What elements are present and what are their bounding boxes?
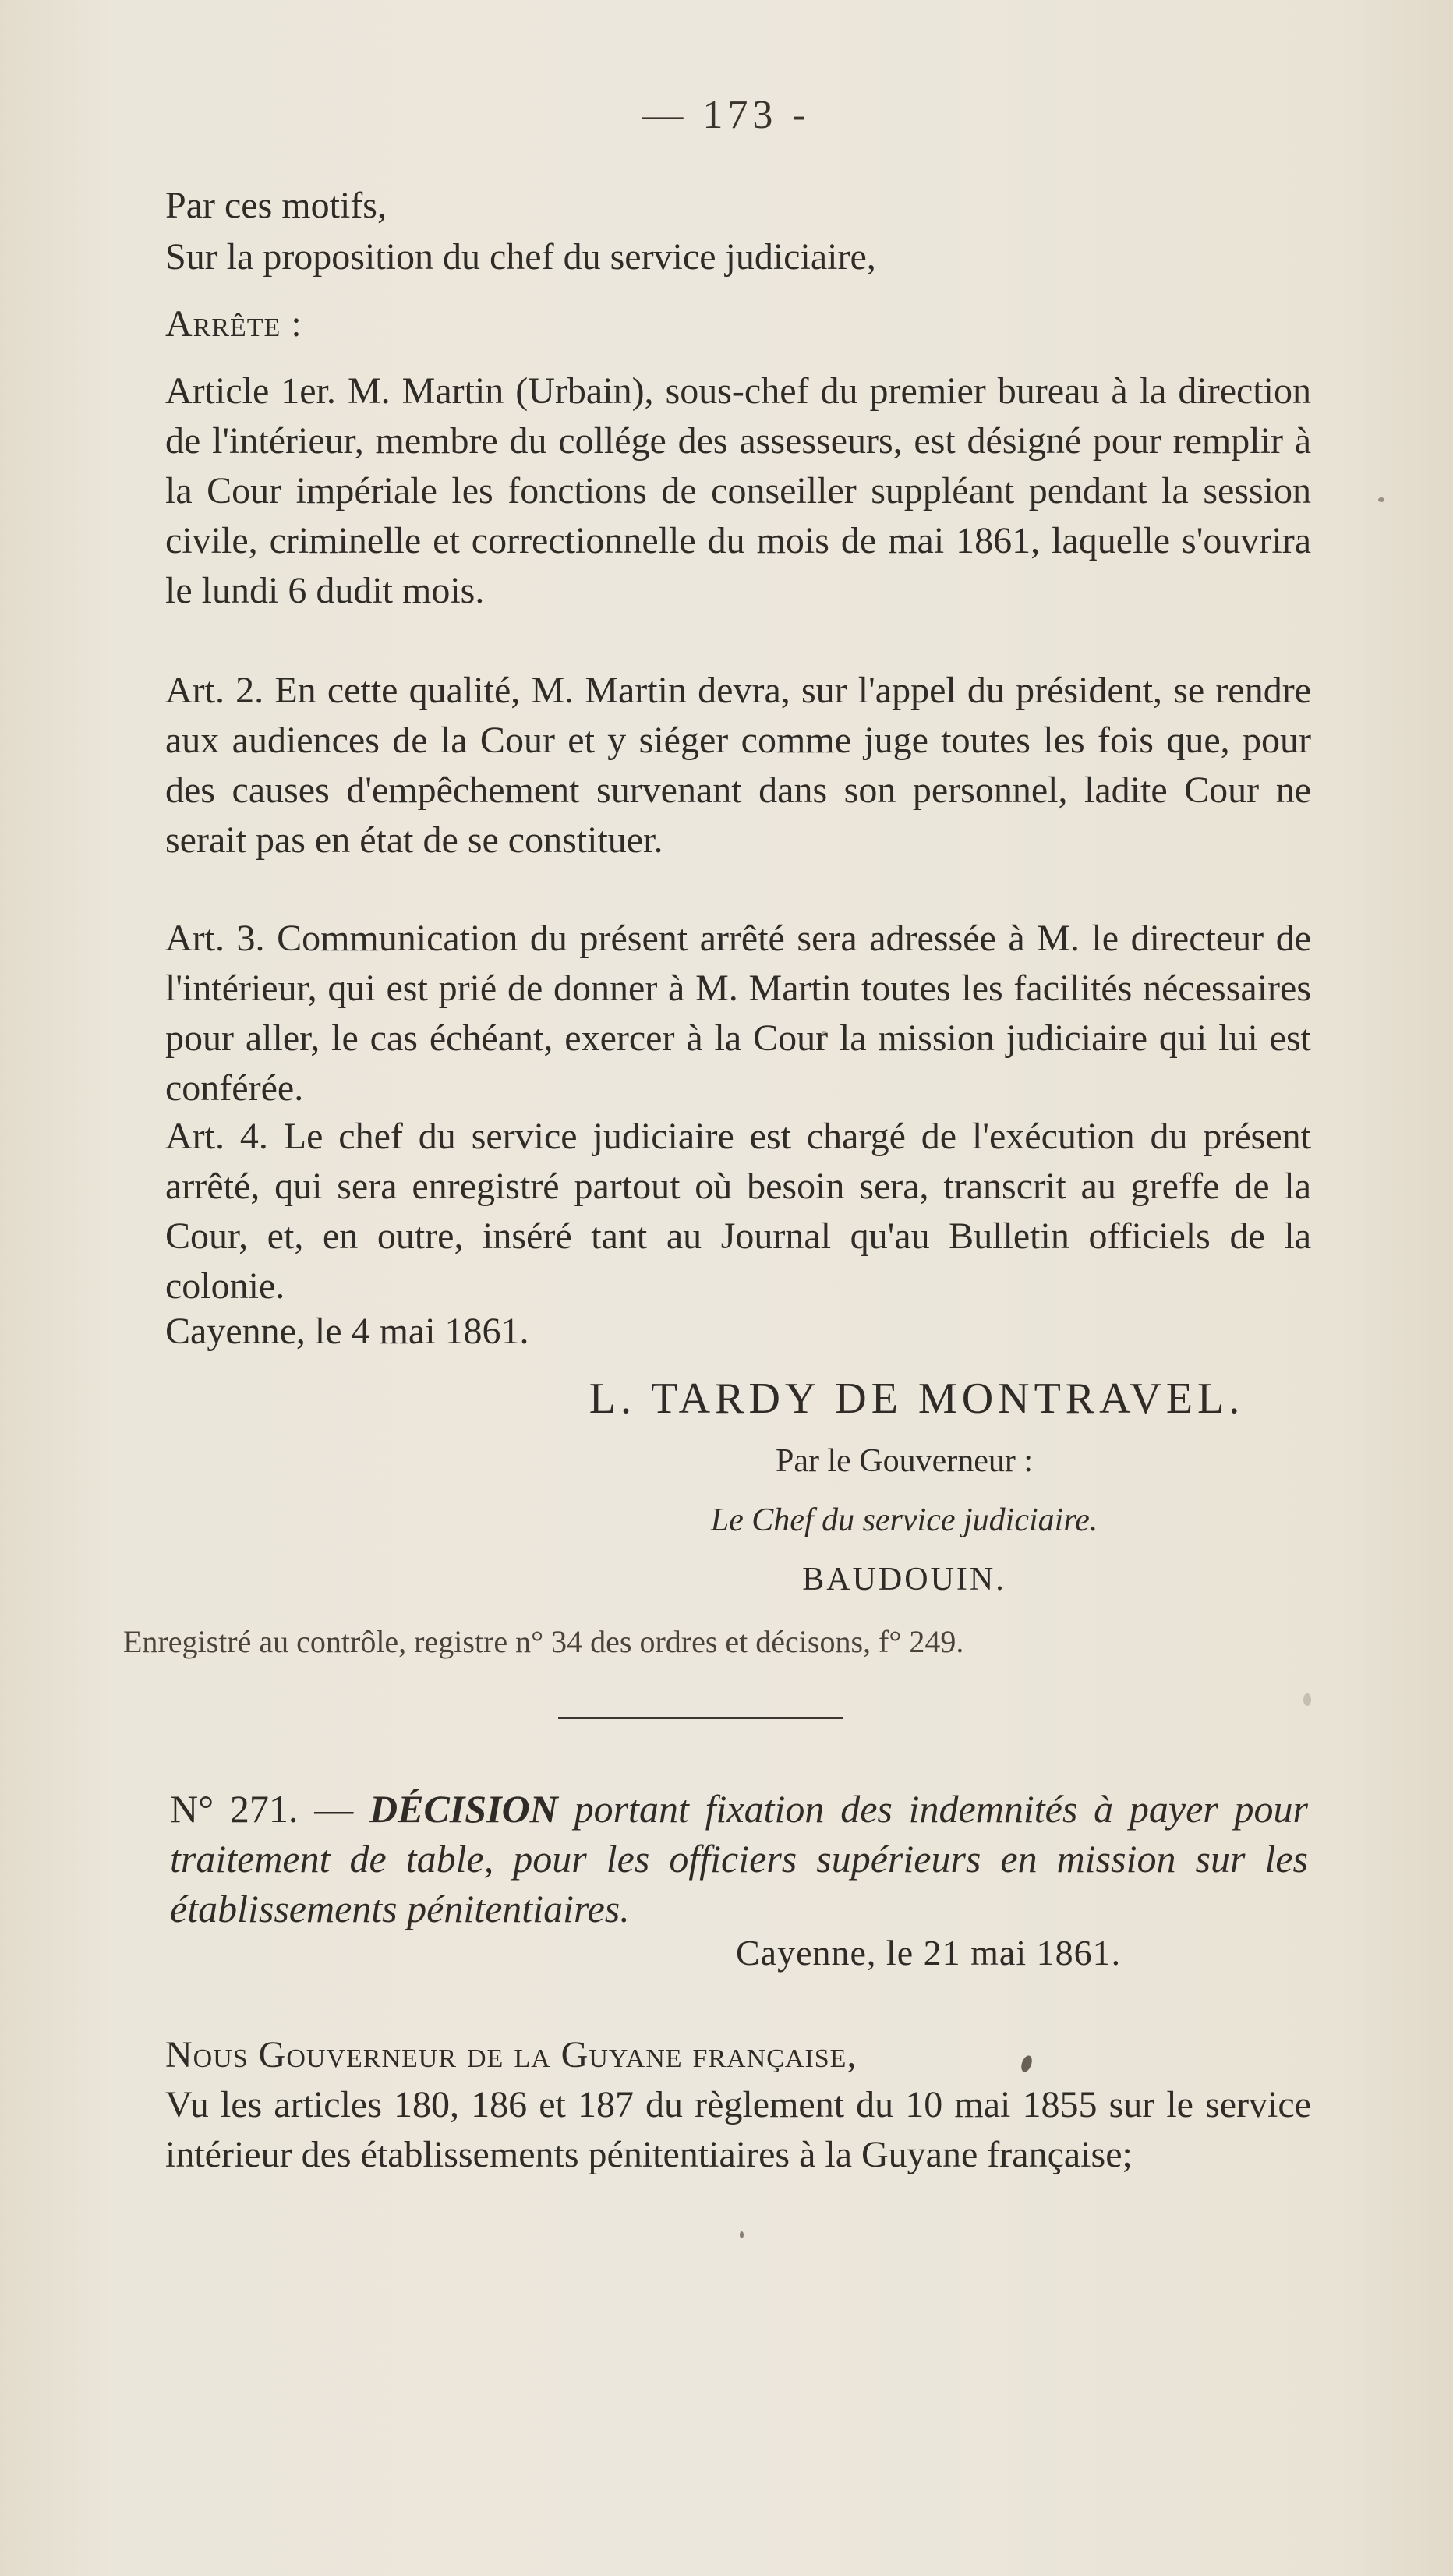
article-4: Art. 4. Le chef du service judiciaire est chargé de l'exécution du présent arrêté, qui sera enregistré partout où besoin sera, transcrit au greffe de la Cour, et, en outre, inséré tant au Journal qu'au Bulletin officiels de la colonie.	[165, 1116, 1311, 1307]
article-3: Art. 3. Communication du présent arrêté sera adressée à M. le directeur de l'intérieur, qui est prié de donner à M. Martin toutes les facilités nécessaires pour aller, le cas échéant, exercer à la Cour la mission judiciaire qui lui est conférée.	[165, 918, 1311, 1109]
article-1: Article 1er. M. Martin (Urbain), sous-chef du premier bureau à la direction de l'intérieur, membre du collége des assesseurs, est désigné pour remplir à la Cour impériale les fonctions de conseiller suppléant pendant la session civile, criminelle et correctionnelle du mois de mai 1861, laquelle s'ouvrira le lundi 6 dudit mois.	[165, 370, 1311, 611]
vu-articles: Vu les articles 180, 186 et 187 du règlement du 10 mai 1855 sur le service intérieur des établissements pénitentiaires à la Guyane française;	[165, 2084, 1311, 2175]
ink-speck	[740, 2231, 744, 2238]
line-arrete: Arrête :	[165, 303, 302, 345]
decision-date: Cayenne, le 21 mai 1861.	[736, 1933, 1122, 1973]
signature-baudouin: BAUDOUIN.	[802, 1562, 1006, 1598]
chef-service-judiciaire: Le Chef du service judiciaire.	[710, 1502, 1098, 1538]
decision-number: N° 271. —	[170, 1787, 354, 1831]
decision-heading	[170, 1784, 1308, 1934]
line-motifs: Par ces motifs,	[165, 185, 387, 226]
decision-title: portant fixation des indemnités à payer pour traitement de table, pour les officiers supérieurs en mission sur les établissements pénitentiaires.	[170, 1787, 1309, 1930]
decision-keyword: DÉCISION	[369, 1787, 558, 1831]
signature-governor: L. TARDY DE MONTRAVEL.	[589, 1375, 1245, 1423]
section-divider	[558, 1717, 843, 1719]
line-proposition: Sur la proposition du chef du service judiciaire,	[165, 236, 876, 278]
article-2: Art. 2. En cette qualité, M. Martin devra, sur l'appel du président, se rendre aux audiences de la Cour et y siéger comme juge toutes les fois que, pour des causes d'empêchement survenant dans son personnel, ladite Cour ne serait pas en état de se constituer.	[165, 670, 1311, 861]
date-line: Cayenne, le 4 mai 1861.	[165, 1311, 529, 1352]
par-le-gouverneur: Par le Gouverneur :	[775, 1443, 1034, 1479]
nous-gouverneur: Nous Gouverneur de la Guyane française,	[165, 2034, 857, 2075]
page-number: — 173 -	[642, 93, 811, 137]
registration-note: Enregistré au contrôle, registre n° 34 des ordres et décisons, f° 249.	[123, 1624, 964, 1659]
ink-speck	[1303, 1693, 1311, 1706]
ink-speck	[1378, 497, 1384, 502]
